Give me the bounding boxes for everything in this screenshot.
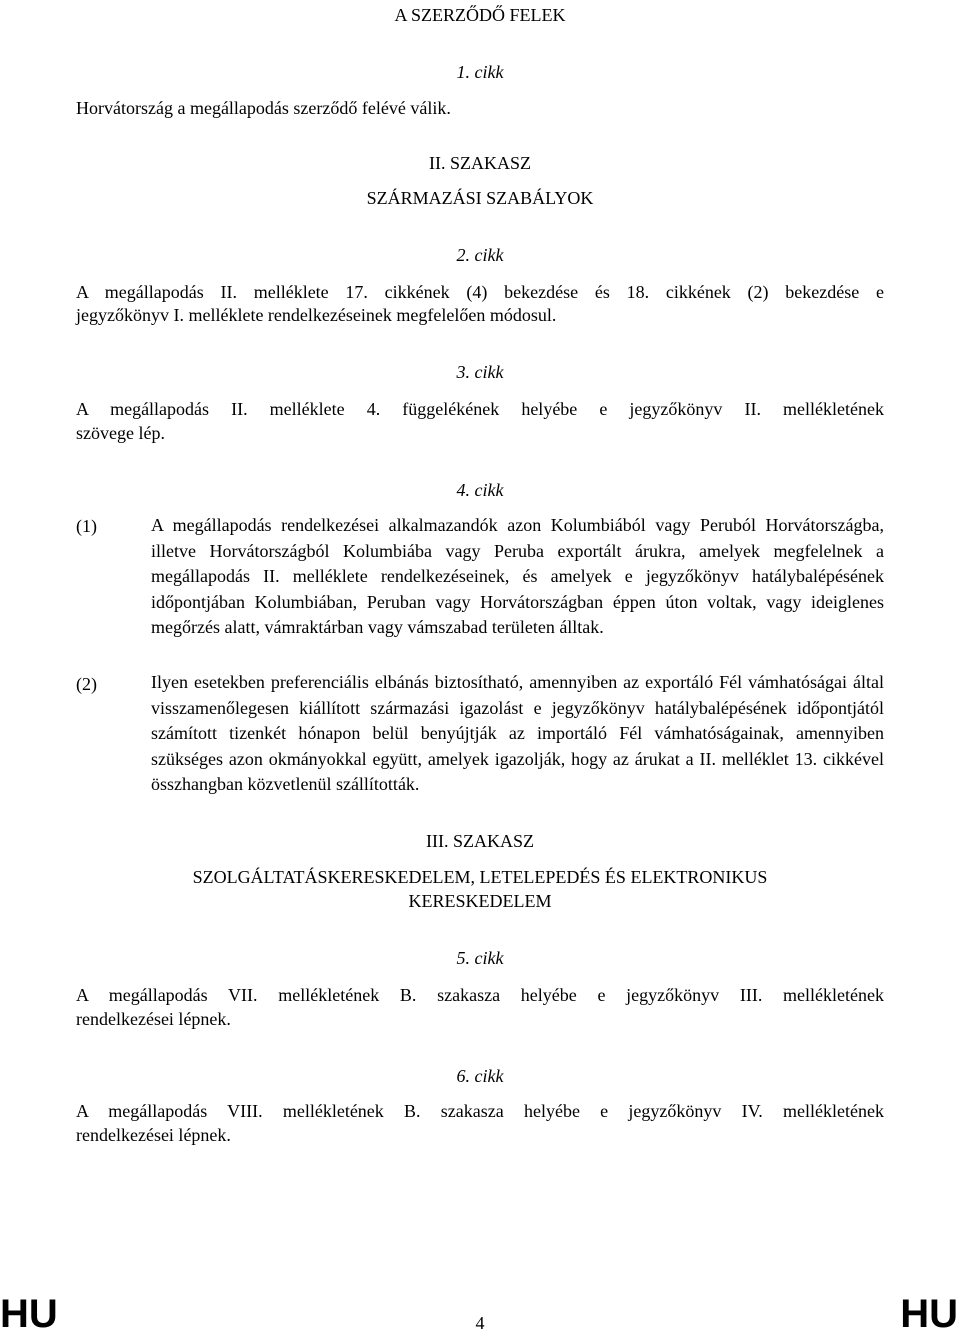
article-2-line-2: jegyzőkönyv I. melléklete rendelkezéseinek megfelelően módosul. bbox=[76, 305, 557, 325]
page-number: 4 bbox=[475, 1313, 485, 1333]
footer-country-code-right: HU bbox=[900, 1292, 958, 1336]
paragraph-1-number: (1) bbox=[76, 516, 97, 536]
paragraph-1-text: A megállapodás rendelkezései alkalmazandók azon Kolumbiából vagy Peruból Horvátországba, illetve Horvátországból Kolumbiába vagy Peruba exportált árukra, amelyek megfelelnek a megállapodás II. melléklete rendelkezéseinek, és amelyek e jegyzőkönyv hatálybalépésének időpontjában Kolumbiában, Peruban vagy Horvátországban éppen úton voltak, vagy ideiglenes megőrzés alatt, vámraktárban vagy vámszabad területen álltak. bbox=[151, 515, 884, 637]
article-3-line-1: A megállapodás II. melléklete 4. függelékének helyébe e jegyzőkönyv II. mellékletének bbox=[76, 399, 884, 419]
article-5-heading: 5. cikk bbox=[456, 948, 504, 968]
article-4-heading: 4. cikk bbox=[456, 480, 504, 500]
section-3-label: III. SZAKASZ bbox=[426, 831, 534, 851]
article-6-line-1: A megállapodás VIII. mellékletének B. szakasza helyébe e jegyzőkönyv IV. mellékletének bbox=[76, 1101, 884, 1121]
article-1-text: Horvátország a megállapodás szerződő felévé válik. bbox=[76, 98, 451, 118]
section-3-title-line-2: KERESKEDELEM bbox=[408, 891, 552, 911]
paragraph-2-text: Ilyen esetekben preferenciális elbánás biztosítható, amennyiben az exportáló Fél vámhatóságai által visszamenőlegesen kiállított származási igazolást e jegyzőkönyv hatálybalépésének időpontjától számított tizenkét hónapon belül benyújtják az importáló Fél vámhatóságainak, amennyiben szükséges azon okmányokkal együtt, amelyek igazolják, hogy az árukat a II. melléklet 13. cikkével összhangban közvetlenül szállították. bbox=[151, 672, 884, 794]
article-1-heading: 1. cikk bbox=[456, 62, 504, 82]
section-2-label: II. SZAKASZ bbox=[429, 153, 531, 173]
article-2-line-1: A megállapodás II. melléklete 17. cikkének (4) bekezdése és 18. cikkének (2) bekezdése e bbox=[76, 282, 884, 302]
page-title: A SZERZŐDŐ FELEK bbox=[394, 5, 566, 25]
paragraph-2-number: (2) bbox=[76, 674, 97, 694]
article-3-heading: 3. cikk bbox=[456, 362, 504, 382]
article-6-line-2: rendelkezései lépnek. bbox=[76, 1125, 231, 1145]
article-5-line-2: rendelkezései lépnek. bbox=[76, 1009, 231, 1029]
section-3-title-line-1: SZOLGÁLTATÁSKERESKEDELEM, LETELEPEDÉS ÉS ELEKTRONIKUS bbox=[192, 867, 768, 887]
article-2-heading: 2. cikk bbox=[456, 245, 504, 265]
article-3-line-2: szövege lép. bbox=[76, 423, 165, 443]
footer-country-code-left: HU bbox=[0, 1292, 58, 1336]
section-2-title: SZÁRMAZÁSI SZABÁLYOK bbox=[366, 188, 594, 208]
article-5-line-1: A megállapodás VII. mellékletének B. szakasza helyébe e jegyzőkönyv III. mellékletének bbox=[76, 985, 884, 1005]
article-6-heading: 6. cikk bbox=[456, 1066, 504, 1086]
